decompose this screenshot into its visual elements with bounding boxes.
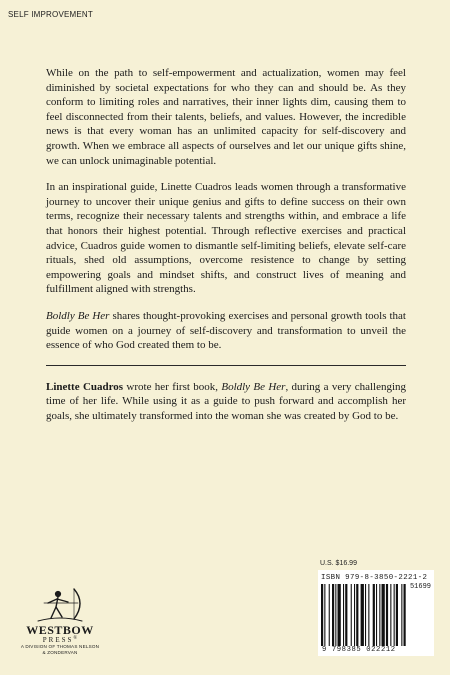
divider-rule — [46, 365, 406, 366]
author-bio — [46, 380, 406, 424]
publisher-division-line-2: & ZONDERVAN — [42, 649, 78, 655]
author-bio-text-2: , during a very challenging time of her life. While using it as a guide to push forward and accomplish her goals, she ultimately transformed into the woman she was created by God to be. — [46, 380, 407, 422]
barcode-panel — [318, 570, 434, 656]
blurb — [46, 66, 406, 435]
book-title: Boldly Be Her — [46, 309, 110, 322]
blurb-paragraph-2: In an inspirational guide, Linette Cuadros leads women through a transformative journey to uncover their unique genius and gifts to define success on their own terms, recognize their necessary talents and strengths within, and embrace a life that honors their highest potential. Through reflective exercises and practical advice, Cuadros guide women to dismantle self-limiting beliefs, elevate self-care rituals, shed old assumptions, overcome resistence to change by setting empowering goals and mindset shifts, and construct lives of meaning and fulfillment aligned with strengths. — [46, 181, 406, 296]
category-label: SELF IMPROVEMENT — [8, 10, 93, 19]
publisher-press-text: PRESS — [42, 636, 74, 644]
publisher-name: WESTBOW — [26, 623, 94, 637]
barcode-icon — [321, 584, 431, 646]
ean-number: 9 798385 022212 — [322, 646, 396, 654]
isbn-label: ISBN 979-8-3850-2221-2 — [321, 574, 428, 582]
registered-mark: ® — [73, 636, 78, 641]
archer-figure-icon — [34, 585, 86, 625]
blurb-paragraph-1: While on the path to self-empowerment and actualization, women may feel diminished by societal expectations for who they can and should be. As they conform to limiting roles and narratives, their inner lights dim, causing them to feel disconnected from their talents, beliefs, and values. However, the incredible news is that every woman has an unlimited capacity for self-discovery and growth. When we embrace all aspects of ourselves and let our unique gifts shine, we can unlock unimaginable potential. — [46, 67, 406, 167]
author-name: Linette Cuadros — [46, 380, 124, 393]
blurb-paragraph-3-text: shares thought-provoking exercises and personal growth tools that guide women on a journey of self-discovery and transformation to unveil the essence of who God created them to be. — [46, 309, 406, 352]
author-bio-text-1: wrote her first book, — [123, 380, 222, 393]
publisher-logo — [20, 585, 100, 667]
author-bio-book-title: Boldly Be Her — [221, 380, 286, 393]
price-code: 51699 — [409, 583, 431, 591]
price-label: U.S. $16.99 — [320, 560, 357, 567]
blurb-paragraph-3 — [46, 309, 406, 353]
publisher-division-line-1: A DIVISION OF THOMAS NELSON — [20, 644, 100, 649]
